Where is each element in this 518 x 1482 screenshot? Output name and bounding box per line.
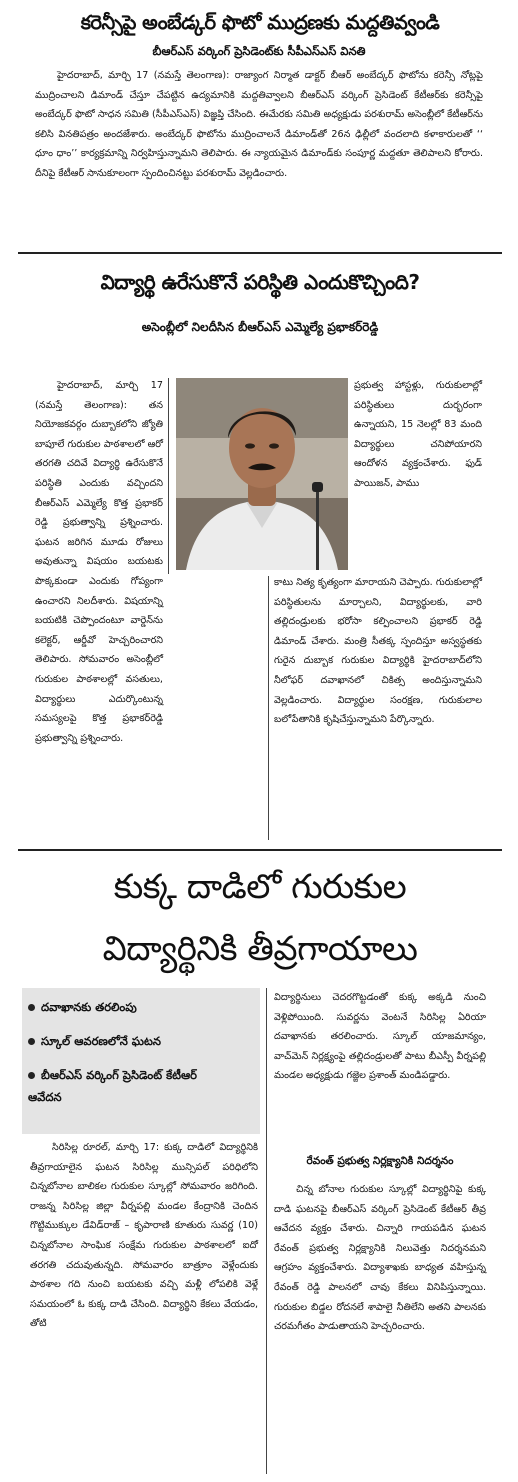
divider-2 <box>18 849 502 851</box>
bullet-dot-icon <box>28 1072 35 1079</box>
article3-col-right-subhead: రేవంత్ ప్రభుత్వ నిర్లక్ష్యానికి నిదర్శనం <box>306 1155 454 1167</box>
bullet-text: స్కూల్ ఆవరణలోనే ఘటన <box>41 1034 161 1048</box>
bullet-dot-icon <box>28 1004 35 1011</box>
article3-col-right-top <box>274 988 486 1144</box>
article3-headline-line2: విద్యార్థినికి తీవ్రగాయాలు <box>102 929 418 969</box>
article1-body-text: హైదరాబాద్, మార్చి 17 (నమస్తే తెలంగాణ): రాజ్యాంగ నిర్మాత డాక్టర్ బీఆర్ అంబేద్కర్ ఫొటోను కరెన్సీ నోట్లపై ముద్రించాలని డిమాండ్ చేస్తూ చేపట్టిన ఉద్యమానికి మద్దతివ్వాలని బీఆర్ఎస్ వర్కింగ్ ప్రెసిడెంట్ కేటీఆర్‌కు కరెన్సీపై అంబేద్కర్ ఫొటో సాధన సమితి (సీపీఎస్ఎస్) విజ్ఞప్తి చేసింది. ఈమేరకు సమితి అధ్యక్షుడు పరశురామ్ అసెంబ్లీలో కేటీఆర్‌ను కలిసి వినతిపత్రం అందజేశారు. అంబేద్కర్ ఫొటోను ముద్రించాలనే డిమాండ్‌తో 26న ఢిల్లీలో వందలాది కళాకారులతో ‘‘ ధూం ధాం’’ కార్యక్రమాన్ని నిర్వహిస్తున్నామని తెలిపారు. ఈ న్యాయమైన డిమాండ్‌కు సంపూర్ణ మద్దతూ తెలిపాలని కోరారు. దీనిపై కేటీఆర్ సానుకూలంగా స్పందించినట్టు పరశురామ్ వెల్లడించారు. <box>35 70 483 179</box>
article3-col-divider <box>266 988 267 1474</box>
article3-col-right-bottom <box>274 1180 486 1474</box>
article2-col-right-bottom-text: కాటు నిత్య కృత్యంగా మారాయని చెప్పారు. గురుకులాల్లో పరిస్థితులను మార్చాలని, విద్యార్థులకు, వారి తల్లిదండ్రులకు భరోసా కల్పించాలని ప్రభాకర్ రెడ్డి డిమాండ్ చేశారు. మంత్రి సీతక్క స్పందిస్తూ అస్వస్థతకు గురైన దుబ్బాక గురుకుల విద్యార్థికి హైదరాబాద్‌లోని నీలోఫర్ దవాఖానలో చికిత్స అందిస్తున్నామని వెల్లడించారు. విద్యార్థుల సంరక్షణ, గురుకులాల బలోపేతానికి కృషిచేస్తున్నామని పేర్కొన్నారు. <box>274 577 482 726</box>
article2-headline: విద్యార్థి ఉరేసుకొనే పరిస్థితి ఎందుకొచ్చింది? <box>100 270 420 294</box>
bullet-text: దవాఖానకు తరలింపు <box>41 1000 137 1014</box>
article3-col-right-top-text: విద్యార్థినులు చెదరగొట్టడంతో కుక్క అక్కడి నుంచి వెళ్లిపోయింది. సువర్ణను వెంటనే సిరిసిల్ల ఏరియా దవాఖానకు తరలించారు. స్కూల్ యాజమాన్యం, వాచ్‌మెన్ నిర్లక్ష్యంపై తల్లిదండ్రులతో పాటు బీఎస్పీ వీర్నపల్లి మండల అధ్యక్షుడు గజ్జెల ప్రశాంత్ మండిపడ్డారు. <box>274 992 486 1082</box>
mla-portrait-image <box>176 378 348 570</box>
article3-col-left <box>30 1138 258 1474</box>
article1-body <box>35 66 483 244</box>
mla-photo <box>176 378 348 570</box>
article3-col-left-text: సిరిసిల్ల రూరల్, మార్చి 17: కుక్క దాడిలో విద్యార్థినికి తీవ్రగాయాలైన ఘటన సిరిసిల్ల మున్సిపల్ పరిధిలోని చిన్నబోనాల బాలికల గురుకుల స్కూల్లో సోమవారం జరిగింది. రాజన్న సిరిసిల్ల జిల్లా వీర్నపల్లి మండల కేంద్రానికి చెందిన గొట్టిముక్కుల డేవిడ్‌రాజ్ – కృపారాణి కూతురు సువర్ణ (10) చిన్నబోనాల సాంఘిక సంక్షేమ గురుకుల పాఠశాలలో ఐదో తరగతి చదువుతున్నది. సోమవారం బాత్రూం వెళ్లేందుకు పాఠశాల గది నుంచి బయటకు వచ్చి మళ్లీ లోపలికి వెళ్లే సమయంలో ఓ కుక్క దాడి చేసింది. విద్యార్థిని కేకలు వేయడం, తోటి <box>30 1142 258 1330</box>
article3-bullet-2 <box>28 1030 234 1052</box>
bullet-dot-icon <box>28 1038 35 1045</box>
article2-col-left-text: హైదరాబాద్, మార్చి 17 (నమస్తే తెలంగాణ): తన నియోజకవర్గం దుబ్బాకలోని జ్యోతి బాపూలే గురుకుల పాఠశాలలో ఆరో తరగతి చదివే విద్యార్థి ఉరేసుకొనే పరిస్థితి ఎందుకు వచ్చిందని బీఆర్ఎస్ ఎమ్మెల్యే కొత్త ప్రభాకర్ రెడ్డి ప్రభుత్వాన్ని ప్రశ్నించారు. ఘటన జరిగిన మూడు రోజులు అవుతున్నా విషయం బయటకు పొక్కకుండా ఎందుకు గోప్యంగా ఉంచారని నిలదీశారు. విషయాన్ని బయటికి చెప్పొందంటూ వార్డెన్‌ను కలెక్టర్, ఆర్డీవో హెచ్చరించారని తెలిపారు. సోమవారం అసెంబ్లీలో గురుకుల పాఠశాలల్లో వసతులు, విద్యార్థులు ఎదుర్కొంటున్న సమస్యలపై కొత్త ప్రభాకర్‌రెడ్డి ప్రభుత్వాన్ని ప్రశ్నించారు. <box>35 380 163 744</box>
article2-col-left-lower <box>35 573 263 841</box>
article2-subhead: అసెంబ్లీలో నిలదీసిన బీఆర్ఎస్ ఎమ్మెల్యే ప్రభాకర్‌రెడ్డి <box>141 320 379 334</box>
article2-col-left <box>35 376 163 744</box>
article2-col-right-top <box>354 376 482 572</box>
article2-col-divider-left <box>168 378 169 574</box>
divider-1 <box>18 252 502 254</box>
article1-headline: కరెన్సీపై అంబేడ్కర్ ఫొటో ముద్రణకు మద్దతివ్వండి <box>80 11 440 34</box>
bullet-text: బీఆర్ఎస్ వర్కింగ్ ప్రెసిడెంట్ కేటీఆర్ ఆవేదన <box>28 1068 197 1104</box>
article2-col-right-bottom <box>274 573 482 841</box>
article3-col-right-bottom-text: చిన్న బోనాల గురుకుల స్కూల్లో విద్యార్థినిపై కుక్క దాడి ఘటనపై బీఆర్ఎస్ వర్కింగ్ ప్రెసిడెంట్ కేటీఆర్ తీవ్ర ఆవేదన వ్యక్తం చేశారు. చిన్నారి గాయపడిన ఘటన రేవంత్ ప్రభుత్వ నిర్లక్ష్యానికి నిలువెత్తు నిదర్శనమని ఆగ్రహం వ్యక్తంచేశారు. విద్యాశాఖకు బాధ్యత వహిస్తున్న రేవంత్ రెడ్డి పాలనలో చావు కేకలు వినిపిస్తున్నాయి. గురుకుల బిడ్డల రోదనలే శాపాలై నీతిలేని అతని పాలనకు చరమగీతం పాడుతాయని హెచ్చరించారు. <box>274 1184 486 1333</box>
article1-subhead: బీఆర్ఎస్ వర్కింగ్ ప్రెసిడెంట్‌కు సీపీఎస్ఎస్ వినతి <box>152 44 366 58</box>
article3-bullet-1 <box>28 996 234 1018</box>
article3-bullet-3 <box>28 1064 234 1108</box>
article2-col-divider-right <box>268 576 269 840</box>
article3-headline-line1: కుక్క దాడిలో గురుకుల <box>113 867 407 907</box>
article2-col-right-top-text: ప్రభుత్వ హాస్టళ్లు, గురుకులాల్లో పరిస్థితులు దుర్భరంగా ఉన్నాయని, 15 నెలల్లో 83 మంది విద్యార్థులు చనిపోయారని ఆందోళన వ్యక్తంచేశారు. ఫుడ్ పాయిజన్, పాము <box>354 380 482 489</box>
